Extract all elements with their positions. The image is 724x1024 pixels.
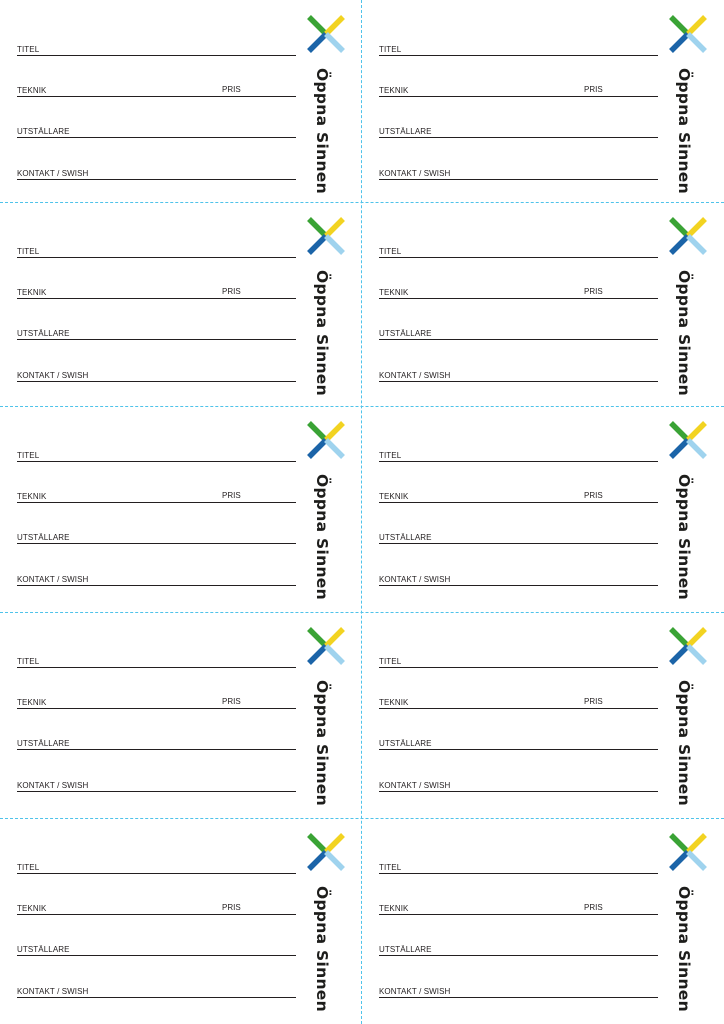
exhibitor-label: UTSTÄLLARE (17, 739, 70, 748)
cross-logo-icon (666, 216, 710, 260)
cross-logo-icon (666, 626, 710, 670)
contact-field[interactable] (379, 779, 658, 792)
title-field[interactable] (379, 43, 658, 56)
title-label: TITEL (17, 45, 40, 54)
artwork-label-8 (362, 612, 724, 817)
exhibitor-label: UTSTÄLLARE (379, 127, 432, 136)
contact-label: KONTAKT / SWISH (17, 987, 89, 996)
artwork-label-1 (0, 0, 362, 205)
technique-field[interactable] (379, 84, 658, 97)
brand-name: Öppna Sinnen (313, 680, 331, 806)
exhibitor-label: UTSTÄLLARE (17, 127, 70, 136)
cross-logo-icon (304, 14, 348, 58)
oppna-sinnen-logo (666, 626, 714, 806)
price-label: PRIS (584, 85, 603, 94)
title-field[interactable] (379, 861, 658, 874)
technique-label: TEKNIK (379, 492, 409, 501)
title-field[interactable] (17, 655, 296, 668)
technique-field[interactable] (379, 490, 658, 503)
title-field[interactable] (17, 245, 296, 258)
price-label: PRIS (584, 287, 603, 296)
contact-field[interactable] (379, 167, 658, 180)
title-label: TITEL (17, 863, 40, 872)
technique-field[interactable] (17, 84, 296, 97)
price-label: PRIS (222, 491, 241, 500)
exhibitor-label: UTSTÄLLARE (379, 739, 432, 748)
exhibitor-field[interactable] (17, 327, 296, 340)
exhibitor-label: UTSTÄLLARE (379, 945, 432, 954)
cross-logo-icon (304, 216, 348, 260)
artwork-label-3 (0, 202, 362, 407)
technique-label: TEKNIK (379, 904, 409, 913)
cross-logo-icon (666, 420, 710, 464)
technique-field[interactable] (17, 490, 296, 503)
technique-field[interactable] (379, 696, 658, 709)
technique-label: TEKNIK (17, 86, 47, 95)
technique-label: TEKNIK (379, 86, 409, 95)
contact-field[interactable] (17, 573, 296, 586)
title-label: TITEL (17, 657, 40, 666)
technique-label: TEKNIK (379, 698, 409, 707)
title-field[interactable] (17, 449, 296, 462)
technique-field[interactable] (379, 902, 658, 915)
contact-field[interactable] (379, 573, 658, 586)
brand-name: Öppna Sinnen (313, 68, 331, 194)
technique-label: TEKNIK (17, 288, 47, 297)
contact-label: KONTAKT / SWISH (379, 987, 451, 996)
technique-field[interactable] (17, 902, 296, 915)
exhibitor-label: UTSTÄLLARE (379, 533, 432, 542)
cross-logo-icon (666, 14, 710, 58)
title-label: TITEL (379, 45, 402, 54)
price-label: PRIS (584, 903, 603, 912)
contact-label: KONTAKT / SWISH (379, 371, 451, 380)
exhibitor-field[interactable] (379, 125, 658, 138)
brand-name: Öppna Sinnen (675, 680, 693, 806)
contact-label: KONTAKT / SWISH (17, 371, 89, 380)
exhibitor-label: UTSTÄLLARE (17, 945, 70, 954)
oppna-sinnen-logo (304, 626, 352, 806)
oppna-sinnen-logo (666, 14, 714, 194)
oppna-sinnen-logo (304, 420, 352, 600)
brand-name: Öppna Sinnen (313, 270, 331, 396)
title-field[interactable] (17, 43, 296, 56)
title-label: TITEL (17, 247, 40, 256)
cross-logo-icon (304, 420, 348, 464)
oppna-sinnen-logo (666, 216, 714, 396)
technique-field[interactable] (17, 696, 296, 709)
title-field[interactable] (379, 449, 658, 462)
exhibitor-field[interactable] (379, 943, 658, 956)
contact-label: KONTAKT / SWISH (379, 169, 451, 178)
technique-label: TEKNIK (379, 288, 409, 297)
contact-label: KONTAKT / SWISH (379, 575, 451, 584)
exhibitor-field[interactable] (17, 943, 296, 956)
price-label: PRIS (222, 287, 241, 296)
technique-label: TEKNIK (17, 904, 47, 913)
cross-logo-icon (304, 832, 348, 876)
price-label: PRIS (584, 697, 603, 706)
brand-name: Öppna Sinnen (675, 474, 693, 600)
oppna-sinnen-logo (666, 832, 714, 1012)
artwork-label-5 (0, 406, 362, 611)
exhibitor-field[interactable] (379, 737, 658, 750)
artwork-label-7 (0, 612, 362, 817)
price-label: PRIS (222, 903, 241, 912)
contact-field[interactable] (17, 167, 296, 180)
contact-label: KONTAKT / SWISH (17, 169, 89, 178)
contact-field[interactable] (17, 985, 296, 998)
technique-label: TEKNIK (17, 698, 47, 707)
technique-field[interactable] (379, 286, 658, 299)
oppna-sinnen-logo (666, 420, 714, 600)
technique-field[interactable] (17, 286, 296, 299)
exhibitor-label: UTSTÄLLARE (17, 329, 70, 338)
title-label: TITEL (379, 657, 402, 666)
contact-field[interactable] (379, 369, 658, 382)
title-field[interactable] (379, 655, 658, 668)
brand-name: Öppna Sinnen (675, 886, 693, 1012)
contact-field[interactable] (17, 369, 296, 382)
price-label: PRIS (584, 491, 603, 500)
exhibitor-field[interactable] (379, 327, 658, 340)
artwork-label-10 (362, 818, 724, 1023)
contact-field[interactable] (17, 779, 296, 792)
title-label: TITEL (379, 863, 402, 872)
brand-name: Öppna Sinnen (675, 270, 693, 396)
price-label: PRIS (222, 697, 241, 706)
exhibitor-field[interactable] (379, 531, 658, 544)
brand-name: Öppna Sinnen (313, 886, 331, 1012)
cross-logo-icon (304, 626, 348, 670)
oppna-sinnen-logo (304, 14, 352, 194)
oppna-sinnen-logo (304, 216, 352, 396)
artwork-label-2 (362, 0, 724, 205)
oppna-sinnen-logo (304, 832, 352, 1012)
title-label: TITEL (17, 451, 40, 460)
exhibitor-label: UTSTÄLLARE (17, 533, 70, 542)
brand-name: Öppna Sinnen (313, 474, 331, 600)
technique-label: TEKNIK (17, 492, 47, 501)
title-field[interactable] (379, 245, 658, 258)
artwork-label-9 (0, 818, 362, 1023)
price-label: PRIS (222, 85, 241, 94)
exhibitor-label: UTSTÄLLARE (379, 329, 432, 338)
artwork-label-6 (362, 406, 724, 611)
exhibitor-field[interactable] (17, 737, 296, 750)
exhibitor-field[interactable] (17, 125, 296, 138)
artwork-label-4 (362, 202, 724, 407)
exhibitor-field[interactable] (17, 531, 296, 544)
brand-name: Öppna Sinnen (675, 68, 693, 194)
title-label: TITEL (379, 451, 402, 460)
contact-label: KONTAKT / SWISH (17, 575, 89, 584)
cross-logo-icon (666, 832, 710, 876)
title-label: TITEL (379, 247, 402, 256)
title-field[interactable] (17, 861, 296, 874)
contact-label: KONTAKT / SWISH (379, 781, 451, 790)
contact-label: KONTAKT / SWISH (17, 781, 89, 790)
contact-field[interactable] (379, 985, 658, 998)
